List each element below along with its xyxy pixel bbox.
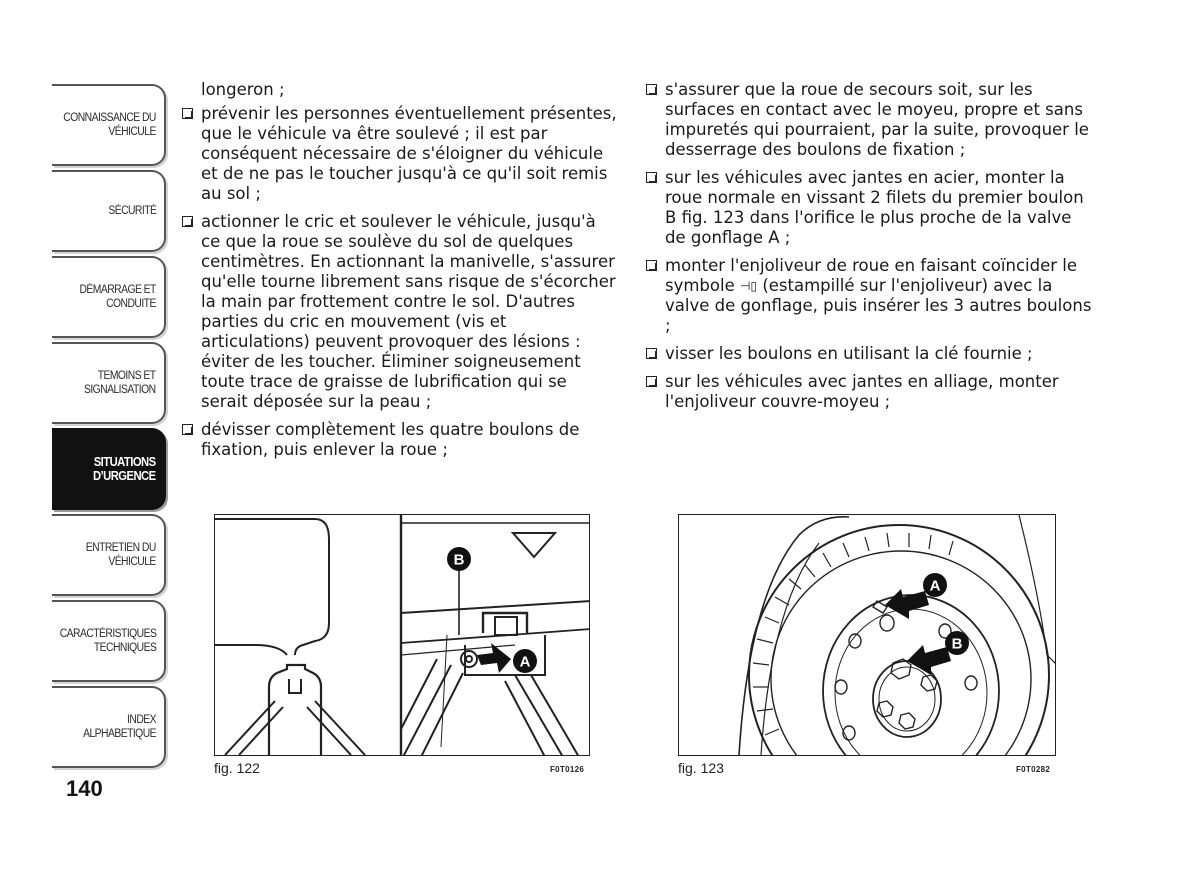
list-item: [182, 212, 618, 412]
tab-temoins-et-signalisation[interactable]: [52, 342, 166, 424]
tab-label: SÉCURITÉ: [107, 205, 156, 217]
tab-label: ENTRETIEN DU VÉHICULE: [85, 542, 156, 568]
wheel-drawing: [679, 515, 1056, 756]
list-item-text: (estampillé sur l'enjoliveur) avec la valve de gonflage, puis insérer les 3 autres boulons ;: [665, 276, 1092, 335]
checkbox-bullet-icon: [182, 216, 193, 227]
list-item: [646, 80, 1092, 160]
right-text-column: [646, 80, 1092, 420]
figure-code: F0T0282: [1016, 765, 1051, 774]
tab-label: SITUATIONS D’URGENCE: [93, 455, 156, 483]
list-item: [646, 256, 1092, 336]
checkbox-bullet-icon: [646, 84, 657, 95]
list-item-text: sur les véhicules avec jantes en alliage, monter l'enjoliveur couvre-moyeu ;: [665, 372, 1059, 411]
figure-code: F0T0126: [550, 765, 585, 774]
list-item: [182, 104, 618, 204]
list-item: [646, 344, 1092, 364]
list-item-text: visser les boulons en utilisant la clé fournie ;: [665, 344, 1033, 363]
figure-123-wheel-illustration: [678, 514, 1056, 756]
figure-caption: fig. 123: [678, 760, 724, 776]
tab-label: DÉMARRAGE ET CONDUITE: [79, 284, 156, 310]
callout-label-a: A: [929, 577, 941, 595]
left-text-column: [182, 80, 618, 468]
chapter-tabs: [52, 84, 166, 772]
checkbox-bullet-icon: [646, 376, 657, 387]
jack-drawing: [215, 515, 590, 756]
list-item: [182, 420, 618, 460]
list-item-text: s'assurer que la roue de secours soit, sur les surfaces en contact avec le moyeu, propre et sans impuretés qui pourraient, par la suite, provoquer le desserrage des boulons de fixation ;: [665, 80, 1089, 159]
tab-entretien-du-vehicule[interactable]: [52, 514, 166, 596]
checkbox-bullet-icon: [646, 260, 657, 271]
figure-caption: fig. 122: [214, 760, 260, 776]
tab-caracteristiques-techniques[interactable]: [52, 600, 166, 682]
list-item-text: sur les véhicules avec jantes en acier, monter la roue normale en vissant 2 filets du premier boulon B fig. 123 dans l'orifice le plus proche de la valve de gonflage A ;: [665, 168, 1084, 247]
checkbox-bullet-icon: [182, 108, 193, 119]
checkbox-bullet-icon: [646, 348, 657, 359]
tab-demarrage-et-conduite[interactable]: [52, 256, 166, 338]
continuation-text: longeron ;: [201, 80, 285, 99]
callout-b-marker: [447, 547, 471, 571]
callout-label-b: B: [453, 551, 465, 569]
callout-a-marker: [885, 573, 947, 619]
checkbox-bullet-icon: [646, 172, 657, 183]
checkbox-bullet-icon: [182, 424, 193, 435]
list-item-text: prévenir les personnes éventuellement présentes, que le véhicule va être soulevé ; il est par conséquent nécessaire de s'éloigner du véhicule et de ne pas le toucher jusqu'à ce qu'il soit remis au sol ;: [201, 104, 617, 203]
tab-label: TEMOINS ET SIGNALISATION: [84, 370, 156, 396]
tab-situations-d-urgence[interactable]: [52, 428, 166, 510]
figure-122-jack-illustration: [214, 514, 590, 756]
list-item: [646, 168, 1092, 248]
list-item-text: actionner le cric et soulever le véhicule, jusqu'à ce que la roue se soulève du sol de quelques centimètres. En actionnant la manivelle, s'assurer qu'elle tourne librement sans risque de s'écorcher la main par frottement contre le sol. D'autres parties du cric en mouvement (vis et articulations) peuvent provoquer des lésions : éviter de les toucher. Éliminer soigneusement toute trace de graisse de lubrification qui se serait déposée sur la peau ;: [201, 212, 616, 411]
list-item-text: monter l'enjoliveur de roue en faisant coïncider le symbole: [665, 256, 1077, 295]
valve-symbol-icon: ⊣▯: [740, 279, 758, 293]
page-number: 140: [66, 776, 103, 801]
tab-securite[interactable]: [52, 170, 166, 252]
callout-label-a: A: [519, 653, 531, 671]
tab-connaissance-du-vehicule[interactable]: [52, 84, 166, 166]
list-item: [646, 372, 1092, 412]
list-item-text: dévisser complètement les quatre boulons de fixation, puis enlever la roue ;: [201, 420, 580, 459]
callout-label-b: B: [951, 635, 963, 653]
tab-index-alphabetique[interactable]: [52, 686, 166, 768]
tab-label: CARACTÉRISTIQUES TECHNIQUES: [59, 628, 156, 654]
tab-label: INDEX ALPHABETIQUE: [83, 714, 156, 740]
tab-label: CONNAISSANCE DU VÉHICULE: [63, 112, 156, 138]
